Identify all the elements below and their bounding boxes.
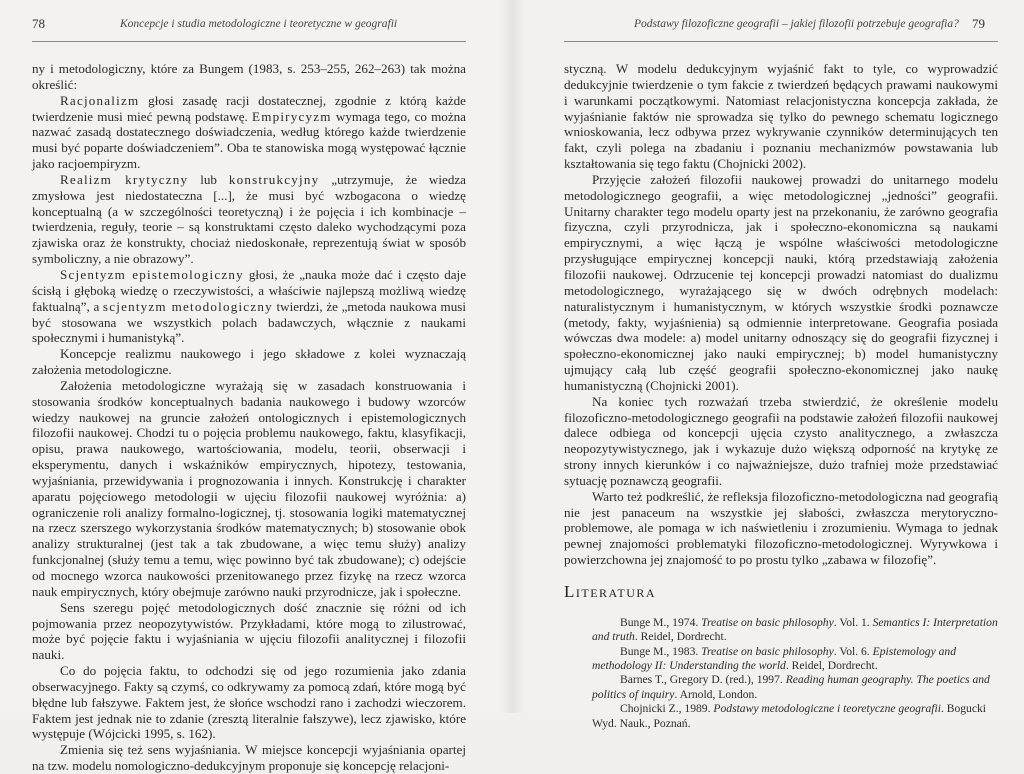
paragraph-text: ny i metodologiczny, które za Bungem (1983, s. 253–255, 262–263) tak można określić: (32, 61, 466, 92)
paragraph (564, 489, 998, 568)
paragraph-text: styczną. W modelu dedukcyjnym wyjaśnić fakt to tyle, co wyprowadzić dedukcyjnie twierdzenie o tym fakcie z twierdzeń będących prawami naukowymi i warunkami początkowymi. Natomiast relacjonistyczna koncepcja zakłada, że wyjaśnianie faktów nie sprowadza się tylko do pewnego schematu logicznego wnioskowania, lecz odbywa przez wykrywanie czynników determinujących ten fakt, czyli polega na zbadaniu i poznaniu mechanizmów powstawania lub kształtowania się tego faktu (Chojnicki 2002). (564, 61, 998, 172)
paragraph (32, 742, 466, 774)
paragraph-text: „utrzymuje, że wiedza zmysłowa jest niedostateczna [...], że musi być wzbogacona o wiedzę konceptualną (a w szczególności teoretyczną) i że pojęcia i ich kombinacje – twierdzenia, reguły, teorie – są konstruktami często daleko wychodzącymi poza zjawiska oraz że konstrukty, chociaż niedoskonałe, reprezentują świat w sposób symboliczny, a nie obrazowy”. (32, 171, 466, 267)
paragraph-text: Na koniec tych rozważań trzeba stwierdzić, że określenie modelu filozoficzno-metodologicznego geografii na podstawie założeń filozofii naukowej dalece odbiega od koncepcji ujęcia czysto analitycznego, a zwłaszcza neopozytywistycznego, jak i wykazuje dużo większą odporność na krytykę ze strony innych kierunków i co najważniejsze, dużo trafniej może przedstawiać sytuację poznawczą geografii. (564, 393, 998, 488)
reference-author: Bunge M., 1983. (620, 644, 702, 658)
paragraph-text: Warto też podkreślić, że refleksja filozoficzno-metodologiczna nad geografią nie jest panaceum na wszystkie jej słabości, zwłaszcza merytoryczno-problemowe, ale pomaga w ich naświetleniu i zrozumieniu. Wymaga to jednak pewnej znajomości problematyki filozoficzno-metodologicznej. Wyrywkowa i powierzchowna jej znajomość to po prostu tylko „zabawa w filozofię”. (564, 488, 998, 568)
reference-author: Chojnicki Z., 1989. (620, 702, 714, 716)
reference-title: Treatise on basic philosophy (701, 644, 834, 658)
reference-subtitle: Semantics I: Interpretation and truth (592, 615, 998, 644)
paragraph (32, 93, 466, 172)
spaced-term: Empirycyzm (252, 108, 332, 124)
reference-item (564, 645, 998, 674)
paragraph-text: Założenia metodologiczne wyrażają się w zasadach konstruowania i stosowania środków konceptualnych badania naukowego i budowy wzorców wiedzy naukowej na gruncie założeń ontologicznych i epistemologicznych filozofii naukowej. Chodzi tu o pojęcia problemu naukowego, faktu, klasyfikacji, opisu, prawa naukowego, wartościowania, modelu, teorii, obserwacji i eksperymentu, danych i wskaźników empirycznych, hipotezy, testowania, wyjaśniania, przewidywania i prognozowania i innych. Konstrukcję i charakter aparatu pojęciowego metodologii w ujęciu filozofii naukowej wyróżnia: a) ograniczenie roli analizy formalno-logicznej, tj. stosowania logiki matematycznej na rzecz szerszego wykorzystania środków matematycznych; b) stosowanie obok analizy strukturalnej (jest tak a tak zbudowane, a więc temu służy) analizy funkcjonalnej (służy temu a temu, więc powinno być tak zbudowane); c) odejście od mocnego wzorca naukowości przenitowanego przez fizykę na rzecz wzorca nauk empirycznych, który obejmuje zarówno nauki przyrodnicze, jak i społeczne. (32, 377, 466, 599)
reference-item (564, 673, 998, 702)
reference-list (564, 616, 998, 731)
literature-heading: Literatura (564, 582, 657, 601)
reference-publisher: . Reidel, Dordrecht. (634, 630, 727, 644)
reference-title: Podstawy metodologiczne i teoretyczne geografii (713, 702, 941, 716)
spaced-term: Scjentyzm epistemologiczny (60, 266, 244, 282)
paragraph-text: Koncepcje realizmu naukowego i jego składowe z kolei wyznaczają założenia metodologiczne. (32, 346, 466, 378)
paragraph-text: głosi, że „nauka może dać i często daje ścisłą i głęboką wiedzę o rzeczywistości, a właściwie najlepszą możliwą wiedzę faktualną”, a (32, 266, 467, 314)
left-body-text (32, 61, 466, 774)
right-paragraphs (564, 61, 998, 568)
right-body-text (564, 61, 998, 731)
spaced-term: Realizm krytyczny (60, 171, 189, 187)
paragraph-text: Sens szeregu pojęć metodologicznych dość znacznie się różni od ich pojmowania przez neopozytywistów. Przykładami, które mogą to zilustrować, może być pojęcie faktu i wyjaśniania w ujęciu filozofii analitycznej i filozofii nauki. (32, 599, 466, 663)
reference-publisher: Bogucki Wyd. Nauk., Poznań. (592, 702, 987, 730)
header-rule-right (564, 41, 998, 42)
page-number-right: 79 (972, 16, 985, 31)
reference-author: Barnes T., Gregory D. (red.), 1997. (620, 673, 786, 687)
paragraph (564, 394, 998, 489)
reference-publisher: . Reidel, Dordrecht. (785, 659, 878, 673)
reference-text: . (674, 687, 680, 701)
paragraph-text: Co do pojęcia faktu, to odchodzi się od jego rozumienia jako zdania obserwacyjnego. Fakty są czymś, co odkrywamy za pomocą zdań, które mogą być błędne lub fałszywe. Faktem jest, że słońce wschodzi rano i zachodzi wieczorem. Faktem jest jednak nie to zdanie (zresztą literalnie fałszywe), lecz zjawisko, które występuje (Wójcicki 1995, s. 162). (32, 663, 466, 742)
reference-text: . Vol. 1. (833, 615, 873, 629)
reference-title: Reading human geography. The poetics and politics of inquiry (592, 673, 990, 701)
paragraph (32, 346, 466, 378)
reference-item (564, 616, 998, 645)
header-rule-left (32, 41, 466, 42)
running-head-right: Podstawy filozoficzne geografii – jakiej filozofii potrzebuje geografia? (634, 18, 959, 30)
reference-publisher: Arnold, London. (679, 687, 758, 701)
paragraph (564, 61, 998, 172)
paragraph-text: Przyjęcie założeń filozofii naukowej prowadzi do unitarnego modelu metodologicznego geografii, a więc metodologicznej „jedności” geografii. Unitarny charakter tego modelu oparty jest na przekonaniu, że zarówno geografia fizyczna, czyli przyrodnicza, jak i społeczno-ekonomiczna są naukami empirycznymi, a więc łączą je wspólne właściwości metodologiczne przysługujące empirycznej koncepcji nauki, którą przedstawiają założenia filozofii naukowej. Odrzucenie tej koncepcji prowadzi natomiast do dualizmu metodologicznego, wyrażającego się w dwóch odrębnych modelach: naturalistycznym i humanistycznym, w których wszystkie środki poznawcze (metody, fakty, wyjaśnienia) są odmiennie interpretowane. Geografia posiada wówczas dwa modele: a) model unitarny odnoszący się do geografii fizycznej i społeczno-ekonomicznej jako nauki empirycznej; b) model humanistyczny ujmujący całą lub część geografii społeczno-ekonomicznej jako naukę humanistyczną (Chojnicki 2001). (564, 171, 998, 393)
paragraph-text: wymaga tego, co można nazwać zasadą dostatecznego doświadczenia, według którego każde twierdzenie musi być poparte doświadczeniem”. Oba te stanowiska mogą występować łącznie jako racjoempiryzm. (32, 108, 466, 172)
paragraph (32, 267, 466, 346)
book-gutter (500, 0, 524, 713)
paragraph-text: głosi zasadę racji dostatecznej, zgodnie z którą każde twierdzenie musi mieć pewną podstawę. (32, 92, 466, 124)
paragraph-text: lub (188, 171, 229, 187)
paragraph (32, 600, 466, 663)
reference-text: . (940, 702, 947, 716)
reference-text: . Vol. 6. (833, 644, 873, 658)
running-head-left: Koncepcje i studia metodologiczne i teoretyczne w geografii (120, 18, 398, 30)
paragraph-text: Zmienia się też sens wyjaśniania. W miejsce koncepcji wyjaśniania opartej na tzw. modelu nomologiczno-dedukcyjnym proponuje się koncepcję relacjoni- (32, 742, 466, 774)
spaced-term: konstrukcyjny (228, 171, 320, 187)
spaced-term: scjentyzm metodologiczny (102, 298, 273, 314)
right-page (512, 0, 1024, 730)
paragraph-text: twierdzi, że „metoda naukowa musi być stosowana we wszystkich polach badawczych, włącznie z naukami społecznymi i humanistyką”. (32, 298, 466, 346)
spaced-term: Racjonalizm (60, 92, 140, 108)
paragraph (32, 663, 466, 742)
paragraph (564, 172, 998, 394)
reference-item (564, 702, 998, 731)
reference-title: Treatise on basic philosophy (701, 615, 834, 629)
page-number-left: 78 (32, 16, 45, 31)
reference-subtitle: Epistemology and methodology II: Understanding the world (592, 644, 957, 673)
reference-author: Bunge M., 1974. (620, 615, 702, 629)
paragraph (32, 378, 466, 600)
paragraph (32, 61, 466, 93)
paragraph (32, 172, 466, 267)
